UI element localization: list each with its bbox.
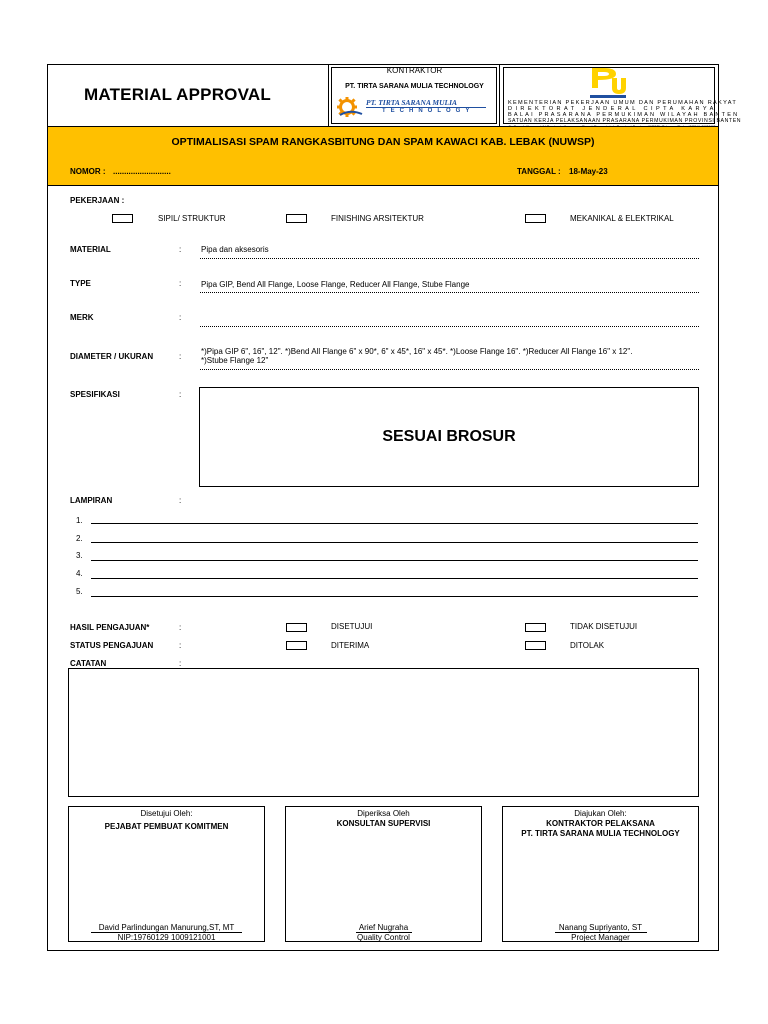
signature-caption: Disetujui Oleh: [140, 809, 193, 818]
logo-text-bottom: TECHNOLOGY [382, 108, 475, 114]
contractor-label: KONTRAKTOR [386, 66, 443, 75]
catatan-box[interactable] [68, 668, 699, 797]
material-value[interactable]: Pipa dan aksesoris [201, 245, 269, 254]
ditolak-label: DITOLAK [570, 641, 605, 650]
lampiran-colon: : [179, 496, 182, 505]
spesifikasi-value: SESUAI BROSUR [382, 428, 516, 445]
header-ministry-cell [500, 65, 742, 126]
diameter-value-line-1[interactable]: *)Pipa GIP 6", 16", 12". *)Bend All Flange 6" x 90*, 6" x 45*, 16" x 45*. *)Loose Flange 16". *)Reducer All Flange 16" x 12". [201, 347, 633, 356]
catatan-label: CATATAN [70, 659, 107, 668]
merk-label: MERK [70, 313, 94, 322]
ministry-text-block [508, 100, 742, 129]
header-title-cell [48, 65, 329, 126]
spesifikasi-label: SPESIFIKASI [70, 390, 120, 399]
checkbox-diterima[interactable] [286, 641, 307, 650]
type-label: TYPE [70, 279, 91, 288]
signature-role: PEJABAT PEMBUAT KOMITMEN [104, 822, 229, 831]
material-colon: : [179, 245, 182, 254]
contractor-name: PT. TIRTA SARANA MULIA TECHNOLOGY [345, 83, 484, 90]
pu-logo-icon [586, 66, 628, 99]
diameter-label: DIAMETER / UKURAN [70, 352, 154, 361]
tanggal-value: 18-May-23 [569, 167, 608, 176]
lampiran-item-5: 5. [76, 587, 83, 596]
lampiran-line-4[interactable] [91, 578, 698, 579]
spesifikasi-box[interactable] [199, 387, 699, 487]
lampiran-item-3: 3. [76, 551, 83, 560]
option-mekanikal-label: MEKANIKAL & ELEKTRIKAL [570, 214, 674, 223]
company-logo [336, 96, 491, 118]
signature-box-konsultan [285, 806, 482, 942]
signature-role: KONSULTAN SUPERVISI [336, 819, 431, 828]
type-value[interactable]: Pipa GIP, Bend All Flange, Loose Flange, Reducer All Flange, Stube Flange [201, 280, 470, 289]
merk-underline [200, 326, 699, 327]
signature-name: Nanang Supriyanto, ST [558, 923, 643, 932]
signature-caption: Diajukan Oleh: [574, 809, 627, 818]
disetujui-label: DISETUJUI [331, 622, 373, 631]
lampiran-label: LAMPIRAN [70, 496, 113, 505]
catatan-colon: : [179, 659, 182, 668]
hasil-label: HASIL PENGAJUAN* [70, 623, 150, 632]
signature-box-kontraktor [502, 806, 699, 942]
signature-box-ppk [68, 806, 265, 942]
lampiran-line-2[interactable] [91, 542, 698, 543]
gear-logo-icon [336, 96, 364, 118]
type-underline [200, 292, 699, 293]
diameter-colon: : [179, 352, 182, 361]
diameter-underline [200, 369, 699, 370]
merk-colon: : [179, 313, 182, 322]
pekerjaan-label: PEKERJAAN : [70, 196, 125, 205]
lampiran-item-2: 2. [76, 534, 83, 543]
tanggal-label: TANGGAL : [517, 167, 561, 176]
checkbox-ditolak[interactable] [525, 641, 546, 650]
signature-role: KONTRAKTOR PELAKSANA [546, 819, 655, 828]
checkbox-sipil[interactable] [112, 214, 133, 223]
diameter-value-line-2[interactable]: *)Stube Flange 12" [201, 356, 269, 365]
status-colon: : [179, 641, 182, 650]
checkbox-finishing[interactable] [286, 214, 307, 223]
diterima-label: DITERIMA [331, 641, 370, 650]
signature-role-2: PT. TIRTA SARANA MULIA TECHNOLOGY [521, 829, 680, 838]
signature-sub: Project Manager [571, 933, 630, 942]
spesifikasi-colon: : [179, 390, 182, 399]
tidak-disetujui-label: TIDAK DISETUJUI [570, 622, 638, 631]
signature-name: Arief Nugraha [358, 923, 409, 932]
signature-name: David Parlindungan Manurung,ST, MT [98, 923, 235, 932]
lampiran-line-3[interactable] [91, 560, 698, 561]
lampiran-item-1: 1. [76, 516, 83, 525]
material-underline [200, 258, 699, 259]
checkbox-mekanikal[interactable] [525, 214, 546, 223]
checkbox-tidak-disetujui[interactable] [525, 623, 546, 632]
ministry-line-2: DIREKTORAT JENDERAL CIPTA KARYA [508, 106, 717, 112]
signature-caption: Diperiksa Oleh [357, 809, 410, 818]
type-colon: : [179, 279, 182, 288]
logo-text-top: PT. TIRTA SARANA MULIA [366, 98, 458, 107]
project-title: OPTIMALISASI SPAM RANGKASBITUNG DAN SPAM KAWACI KAB. LEBAK (NUWSP) [171, 136, 595, 148]
ministry-line-4: SATUAN KERJA PELAKSANAAN PRASARANA PERMUKIMAN PROVINSI BANTEN [508, 118, 742, 124]
lampiran-line-1[interactable] [91, 523, 698, 524]
lampiran-line-5[interactable] [91, 596, 698, 597]
status-label: STATUS PENGAJUAN [70, 641, 154, 650]
ministry-line-1: KEMENTERIAN PEKERJAAN UMUM DAN PERUMAHAN RAKYAT [508, 100, 738, 106]
option-finishing-label: FINISHING ARSITEKTUR [331, 214, 424, 223]
lampiran-item-4: 4. [76, 569, 83, 578]
nomor-value: .......................... [113, 167, 171, 176]
signature-sub: Quality Control [357, 933, 410, 942]
project-band [48, 126, 718, 186]
header-contractor-cell [329, 65, 500, 126]
ministry-line-3: BALAI PRASARANA PERMUKIMAN WILAYAH BANTEN [508, 112, 740, 118]
option-sipil-label: SIPIL/ STRUKTUR [158, 214, 226, 223]
material-label: MATERIAL [70, 245, 111, 254]
page-title: MATERIAL APPROVAL [84, 85, 271, 104]
checkbox-disetujui[interactable] [286, 623, 307, 632]
signature-sub: NIP:19760129 1009121001 [117, 933, 216, 942]
nomor-label: NOMOR : [70, 167, 106, 176]
hasil-colon: : [179, 623, 182, 632]
